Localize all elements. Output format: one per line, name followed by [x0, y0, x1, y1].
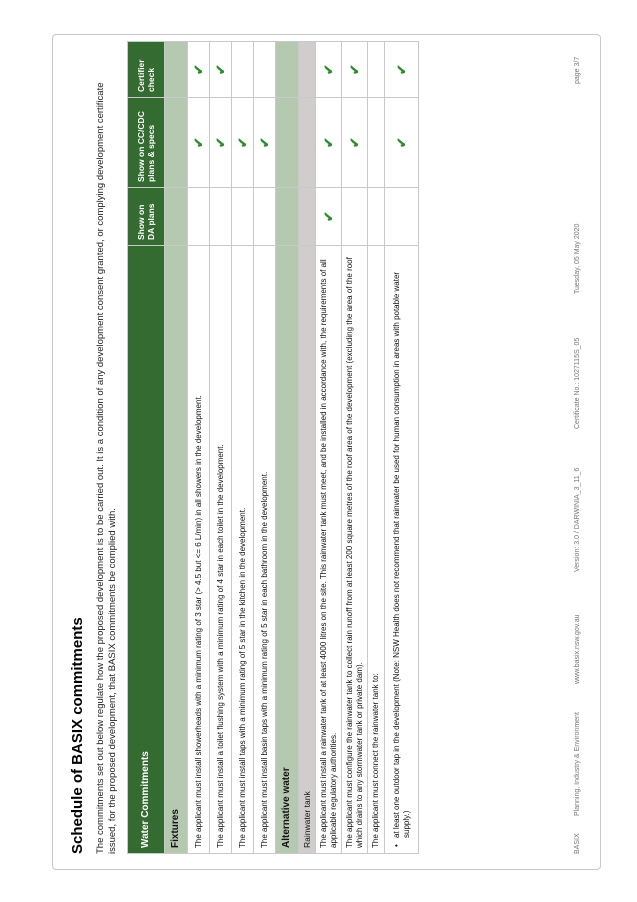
check-icon: ✔ — [346, 137, 362, 148]
check-icon: ✔ — [256, 137, 272, 148]
check-icon: ✔ — [190, 64, 206, 75]
table-row — [210, 42, 232, 854]
da-check-cell — [232, 188, 254, 246]
table-row — [342, 42, 368, 854]
da-check-cell — [385, 188, 419, 246]
table-header — [128, 42, 165, 854]
section-alternative-label: Alternative water — [276, 246, 299, 854]
row-text: The applicant must configure the rainwater tank to collect rain runoff from at least 200 square metres of the roof area of the development (excluding the area of the roof which drains to any stormwater tank or private dam). — [342, 246, 368, 854]
row-text: The applicant must install a toilet flushing system with a minimum rating of 4 star in each toilet in the development. — [210, 246, 232, 854]
footer-url: www.basix.nsw.gov.au — [574, 614, 581, 684]
check-icon: ✔ — [212, 64, 228, 75]
header-cc-plans: Show on CC/CDC plans & specs — [128, 98, 165, 188]
section-alternative-water — [276, 42, 299, 854]
table-row — [385, 42, 419, 854]
check-icon: ✔ — [320, 64, 336, 75]
table-row — [232, 42, 254, 854]
table-row — [188, 42, 210, 854]
table-row — [254, 42, 276, 854]
cc-check-cell — [188, 98, 210, 188]
cert-check-cell — [188, 42, 210, 98]
cert-check-cell — [385, 42, 419, 98]
cc-check-cell — [368, 98, 385, 188]
table-row — [368, 42, 385, 854]
check-icon: ✔ — [346, 64, 362, 75]
cert-check-cell — [316, 42, 342, 98]
cert-check-cell — [232, 42, 254, 98]
check-icon: ✔ — [190, 137, 206, 148]
cc-check-cell — [342, 98, 368, 188]
row-text: The applicant must install taps with a minimum rating of 5 star in the kitchen in the development. — [232, 246, 254, 854]
row-text: The applicant must install showerheads with a minimum rating of 3 star (> 4.5 but <= 6 L/min) in all showers in the development. — [188, 246, 210, 854]
footer-page: page 3/7 — [574, 56, 581, 84]
cert-check-cell — [210, 42, 232, 98]
header-certifier: Certifier check — [128, 42, 165, 98]
da-check-cell — [368, 188, 385, 246]
footer-date: Tuesday, 05 May 2020 — [574, 223, 581, 294]
footer-basix: BASIX — [574, 833, 581, 854]
intro-paragraph: The commitments set out below regulate how the proposed development is to be carried out. It is a condition of any development consent granted, or complying development certificate issued, for the proposed development, that BASIX commitments be complied with. — [95, 82, 118, 854]
check-icon: ✔ — [212, 137, 228, 148]
cc-check-cell — [254, 98, 276, 188]
check-icon: ✔ — [320, 137, 336, 148]
table-row — [316, 42, 342, 854]
da-check-cell — [210, 188, 232, 246]
row-text: The applicant must connect the rainwater tank to: — [368, 246, 385, 854]
bullet-item: • at least one outdoor tap in the development (Note: NSW Health does not recommend that rainwater be used for human consumption in areas with potable water supply.) — [392, 251, 412, 848]
da-check-cell — [188, 188, 210, 246]
da-check-cell — [316, 188, 342, 246]
cc-check-cell — [316, 98, 342, 188]
footer-version: Version: 3.0 / DARWINIA_3_11_6 — [574, 467, 581, 572]
section-fixtures-label: Fixtures — [165, 246, 188, 854]
check-icon: ✔ — [393, 64, 409, 75]
cc-check-cell — [232, 98, 254, 188]
cert-check-cell — [368, 42, 385, 98]
rotated-document — [61, 40, 591, 860]
header-commitments: Water Commitments — [128, 246, 165, 854]
da-check-cell — [254, 188, 276, 246]
cert-check-cell — [342, 42, 368, 98]
row-text: The applicant must install a rainwater tank of at least 4000 litres on the site. This rainwater tank must meet, and be installed in accordance with, the requirements of all applicable regulatory authorities. — [316, 246, 342, 854]
footer-certificate: Certificate No.: 1027115S_05 — [574, 337, 581, 429]
da-check-cell — [342, 188, 368, 246]
cc-check-cell — [210, 98, 232, 188]
row-text — [385, 246, 419, 854]
header-da-plans: Show on DA plans — [128, 188, 165, 246]
subsection-rainwater-label: Rainwater tank — [299, 246, 316, 854]
check-icon: ✔ — [393, 137, 409, 148]
check-icon: ✔ — [234, 137, 250, 148]
check-icon: ✔ — [320, 211, 336, 222]
cc-check-cell — [385, 98, 419, 188]
cert-check-cell — [254, 42, 276, 98]
footer-org: Planning, Industry & Environment — [574, 712, 581, 816]
page-title: Schedule of BASIX commitments — [69, 617, 86, 854]
section-fixtures — [165, 42, 188, 854]
row-text: The applicant must install basin taps with a minimum rating of 5 star in each bathroom in the development. — [254, 246, 276, 854]
water-commitments-table — [127, 41, 419, 854]
subsection-rainwater-tank — [299, 42, 316, 854]
